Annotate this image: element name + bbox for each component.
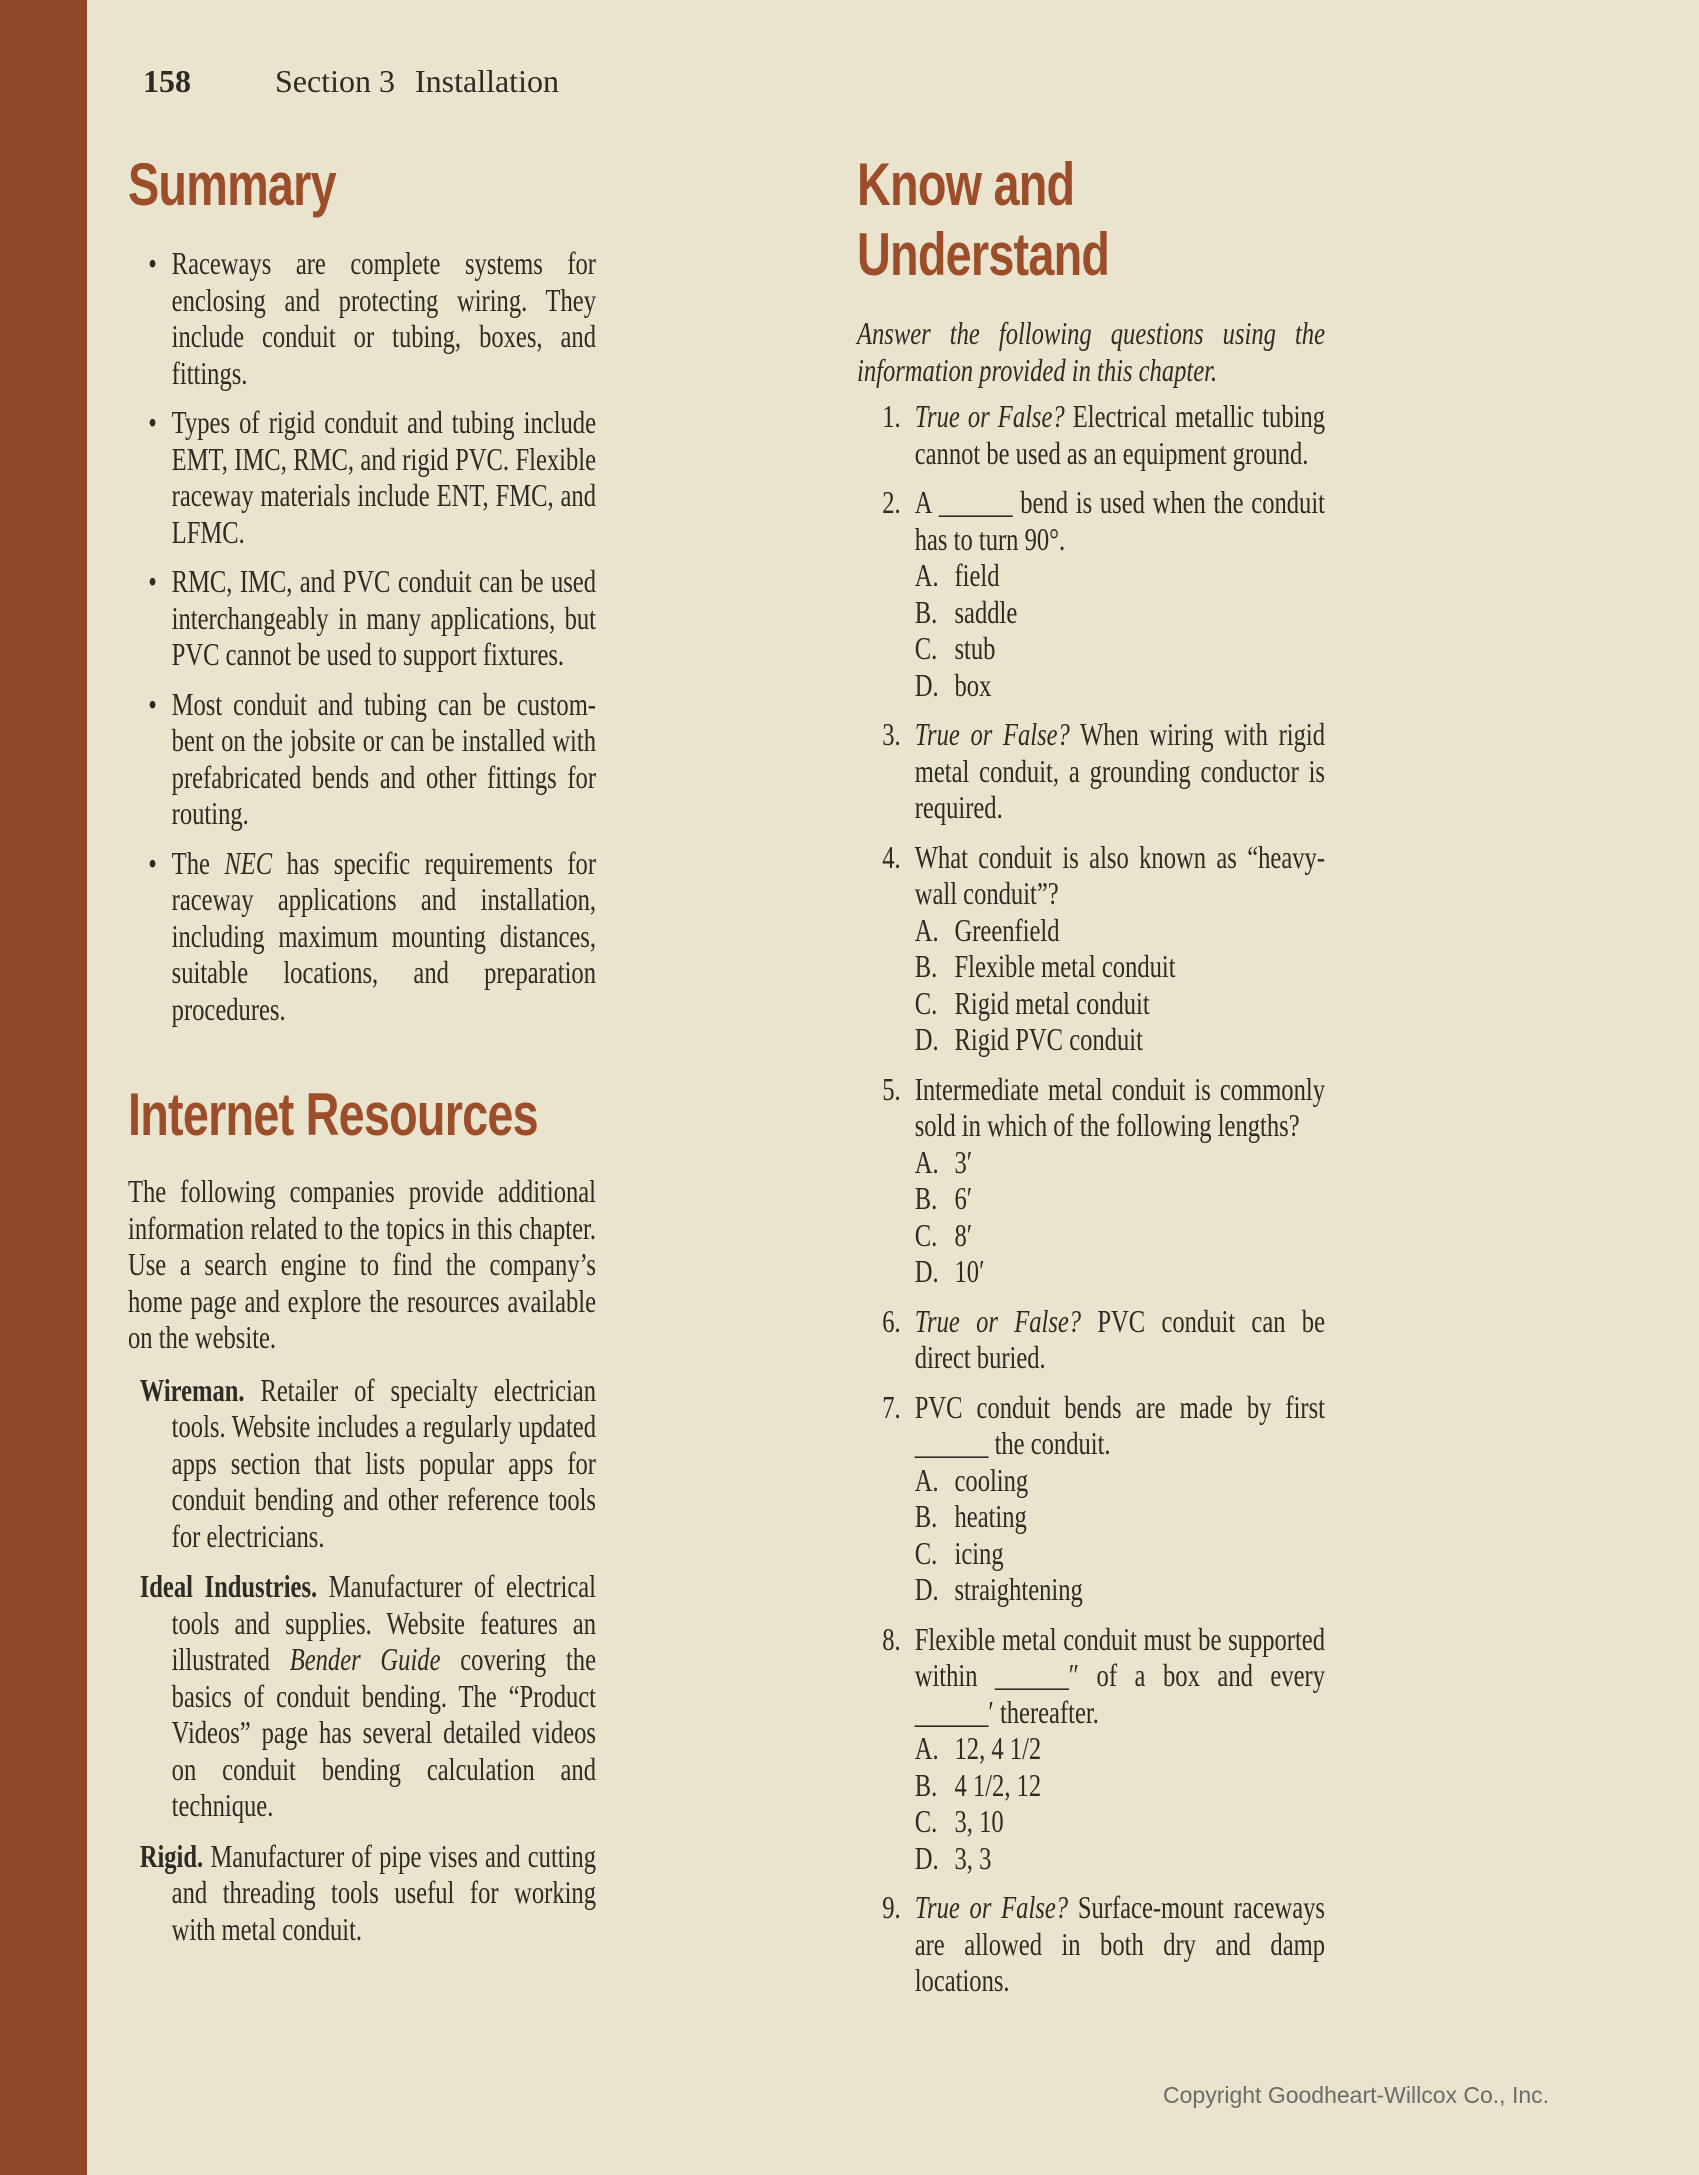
italic-run: True or False? xyxy=(914,1303,1082,1339)
option-text: 3, 10 xyxy=(954,1804,1004,1839)
know-and-understand-heading: Know and Understand xyxy=(857,151,1110,288)
answer-options xyxy=(915,913,1325,1059)
option-label: D. xyxy=(914,1254,939,1289)
resource-name: Rigid. xyxy=(139,1838,204,1874)
text-run: The xyxy=(171,845,225,881)
question-number: 9. xyxy=(882,1890,901,1925)
option-text: 6′ xyxy=(954,1181,973,1216)
section-label: Section 3 xyxy=(275,63,395,99)
question-number: 1. xyxy=(882,399,901,434)
chapter-title: Installation xyxy=(414,63,559,99)
question-item xyxy=(857,1072,1325,1291)
option-text: box xyxy=(954,667,992,703)
text-run: Manufacturer of pipe vises and cutting and threading tools useful for working with metal conduit. xyxy=(171,1838,596,1947)
answer-options xyxy=(915,1145,1325,1291)
text-run: Most conduit and tubing can be custom-bent on the jobsite or can be installed with prefabricated bends and other fittings for routing. xyxy=(171,686,596,831)
answer-option xyxy=(915,668,1325,705)
question-number: 5. xyxy=(882,1071,901,1107)
text-run: When wiring with rigid metal conduit, a grounding conductor is required. xyxy=(914,717,1325,825)
option-text: Flexible metal conduit xyxy=(954,949,1176,984)
answer-option xyxy=(915,986,1325,1023)
right-column xyxy=(857,150,1325,2013)
question-item xyxy=(857,1390,1325,1609)
text-run: Retailer of specialty electrician tools. Website includes a regularly updated apps section that lists popular apps for conduit bending and other reference tools for electricians. xyxy=(171,1372,596,1554)
summary-bullet xyxy=(128,405,596,551)
answer-option xyxy=(915,1768,1325,1805)
option-text: icing xyxy=(954,1535,1004,1571)
option-text: 12, 4 1/2 xyxy=(954,1731,1042,1766)
option-label: A. xyxy=(914,1144,939,1180)
question-number: 4. xyxy=(882,839,901,875)
text-run: Surface-mount raceways are allowed in both dry and damp locations. xyxy=(914,1890,1325,1998)
option-label: D. xyxy=(914,1840,939,1876)
italic-run: True or False? xyxy=(914,1890,1069,1925)
option-label: C. xyxy=(914,985,938,1021)
option-label: A. xyxy=(914,912,939,948)
italic-run: Bender Guide xyxy=(289,1642,441,1677)
text-run: Intermediate metal conduit is commonly sold in which of the following lengths? xyxy=(914,1071,1325,1143)
option-text: Rigid PVC conduit xyxy=(954,1022,1143,1057)
text-run: Manufacturer of electrical tools and supplies. Website features an illustrated xyxy=(171,1569,597,1677)
text-run: covering the basics of conduit bending. The “Product Videos” page has several detailed videos on conduit bending calculation and technique. xyxy=(171,1642,596,1823)
text-run: Flexible metal conduit must be supported within ______″ of a box and every ______′ thereafter. xyxy=(914,1621,1325,1730)
answer-options xyxy=(915,558,1325,704)
option-text: stub xyxy=(954,631,996,666)
italic-run: True or False? xyxy=(914,399,1065,434)
answer-option xyxy=(915,631,1325,668)
summary-bullet xyxy=(128,687,596,833)
answer-option xyxy=(915,1254,1325,1291)
question-list xyxy=(857,399,1325,2000)
copyright-notice: Copyright Goodheart-Willcox Co., Inc. xyxy=(1163,2082,1550,2108)
page-edge-band xyxy=(0,0,87,2175)
resource-name: Ideal Industries. xyxy=(139,1569,318,1604)
option-text: Greenfield xyxy=(954,912,1060,948)
question-item xyxy=(857,485,1325,704)
option-text: saddle xyxy=(954,594,1018,630)
option-label: A. xyxy=(914,1462,939,1498)
answer-option xyxy=(915,1499,1325,1536)
text-run: RMC, IMC, and PVC conduit can be used interchangeably in many applications, but PVC cannot be used to support fixtures. xyxy=(171,564,596,672)
option-text: 8′ xyxy=(954,1217,973,1253)
question-item xyxy=(857,1890,1325,2000)
option-label: D. xyxy=(914,1572,939,1607)
answer-option xyxy=(915,595,1325,632)
option-label: C. xyxy=(914,1217,938,1253)
option-label: A. xyxy=(914,558,939,593)
summary-heading: Summary xyxy=(128,151,336,218)
text-run: has specific requirements for raceway applications and installation, including maximum mounting distances, suitable locations, and preparation procedures. xyxy=(171,845,596,1027)
option-text: Rigid metal conduit xyxy=(954,985,1150,1021)
italic-run: NEC xyxy=(224,845,273,881)
option-label: B. xyxy=(914,949,938,984)
text-run: PVC conduit bends are made by first ______ the conduit. xyxy=(914,1389,1325,1461)
answer-option xyxy=(915,1022,1325,1059)
answer-option xyxy=(915,1731,1325,1768)
question-item xyxy=(857,1622,1325,1878)
question-number: 3. xyxy=(882,717,901,752)
text-run: What conduit is also known as “heavy-wall conduit”? xyxy=(914,839,1325,911)
text-run: PVC conduit can be direct buried. xyxy=(914,1303,1325,1375)
option-label: B. xyxy=(914,1767,938,1803)
question-item xyxy=(857,399,1325,472)
answer-option xyxy=(915,1841,1325,1878)
summary-bullet xyxy=(128,846,596,1029)
option-label: C. xyxy=(914,1535,938,1571)
option-text: field xyxy=(954,558,1000,593)
option-text: straightening xyxy=(954,1572,1083,1607)
left-column xyxy=(128,150,596,1962)
option-text: 3, 3 xyxy=(954,1840,992,1876)
question-number: 2. xyxy=(882,485,901,520)
answer-option xyxy=(915,1181,1325,1218)
option-label: A. xyxy=(914,1731,939,1766)
answer-option xyxy=(915,949,1325,986)
resource-list xyxy=(128,1373,596,1949)
summary-bullet xyxy=(128,564,596,674)
option-text: cooling xyxy=(954,1462,1029,1498)
page-header xyxy=(143,62,559,100)
question-item xyxy=(857,717,1325,827)
internet-resources-intro: The following companies provide additional information related to the topics in this chapter. Use a search engine to find the company’s home page and explore the resources available on the website. xyxy=(128,1174,596,1355)
text-run: Electrical metallic tubing cannot be used as an equipment ground. xyxy=(914,399,1325,471)
answer-option xyxy=(915,558,1325,595)
option-label: C. xyxy=(914,631,938,666)
option-text: 10′ xyxy=(954,1254,985,1289)
answer-option xyxy=(915,1463,1325,1500)
resource-entry xyxy=(128,1839,596,1949)
option-label: C. xyxy=(914,1804,938,1839)
option-label: B. xyxy=(914,1181,938,1216)
option-text: 3′ xyxy=(954,1144,973,1180)
resource-entry xyxy=(128,1569,596,1825)
question-item xyxy=(857,1304,1325,1377)
resource-entry xyxy=(128,1373,596,1556)
option-label: D. xyxy=(914,667,939,703)
answer-option xyxy=(915,1804,1325,1841)
text-run: Raceways are complete systems for enclosing and protecting wiring. They include conduit or tubing, boxes, and fittings. xyxy=(171,246,596,391)
answer-options xyxy=(915,1463,1325,1609)
text-run: A ______ bend is used when the conduit has to turn 90°. xyxy=(914,485,1325,557)
page-number: 158 xyxy=(143,63,191,99)
question-number: 7. xyxy=(882,1389,901,1425)
answer-option xyxy=(915,1536,1325,1573)
italic-run: True or False? xyxy=(914,717,1070,752)
question-item xyxy=(857,840,1325,1059)
summary-bullet xyxy=(128,246,596,392)
know-and-understand-intro: Answer the following questions using the information provided in this chapter. xyxy=(857,316,1325,388)
summary-list xyxy=(128,246,596,1028)
answer-option xyxy=(915,1218,1325,1255)
answer-option xyxy=(915,1572,1325,1609)
option-label: B. xyxy=(914,1499,938,1534)
resource-name: Wireman. xyxy=(139,1372,245,1408)
question-number: 6. xyxy=(882,1303,901,1339)
internet-resources-heading: Internet Resources xyxy=(128,1081,538,1148)
question-number: 8. xyxy=(882,1621,901,1657)
answer-options xyxy=(915,1731,1325,1877)
option-label: B. xyxy=(914,594,938,630)
option-label: D. xyxy=(914,1022,939,1057)
option-text: 4 1/2, 12 xyxy=(954,1767,1042,1803)
text-run: Types of rigid conduit and tubing include EMT, IMC, RMC, and rigid PVC. Flexible raceway materials include ENT, FMC, and LFMC. xyxy=(171,405,596,550)
option-text: heating xyxy=(954,1499,1027,1534)
answer-option xyxy=(915,913,1325,950)
answer-option xyxy=(915,1145,1325,1182)
